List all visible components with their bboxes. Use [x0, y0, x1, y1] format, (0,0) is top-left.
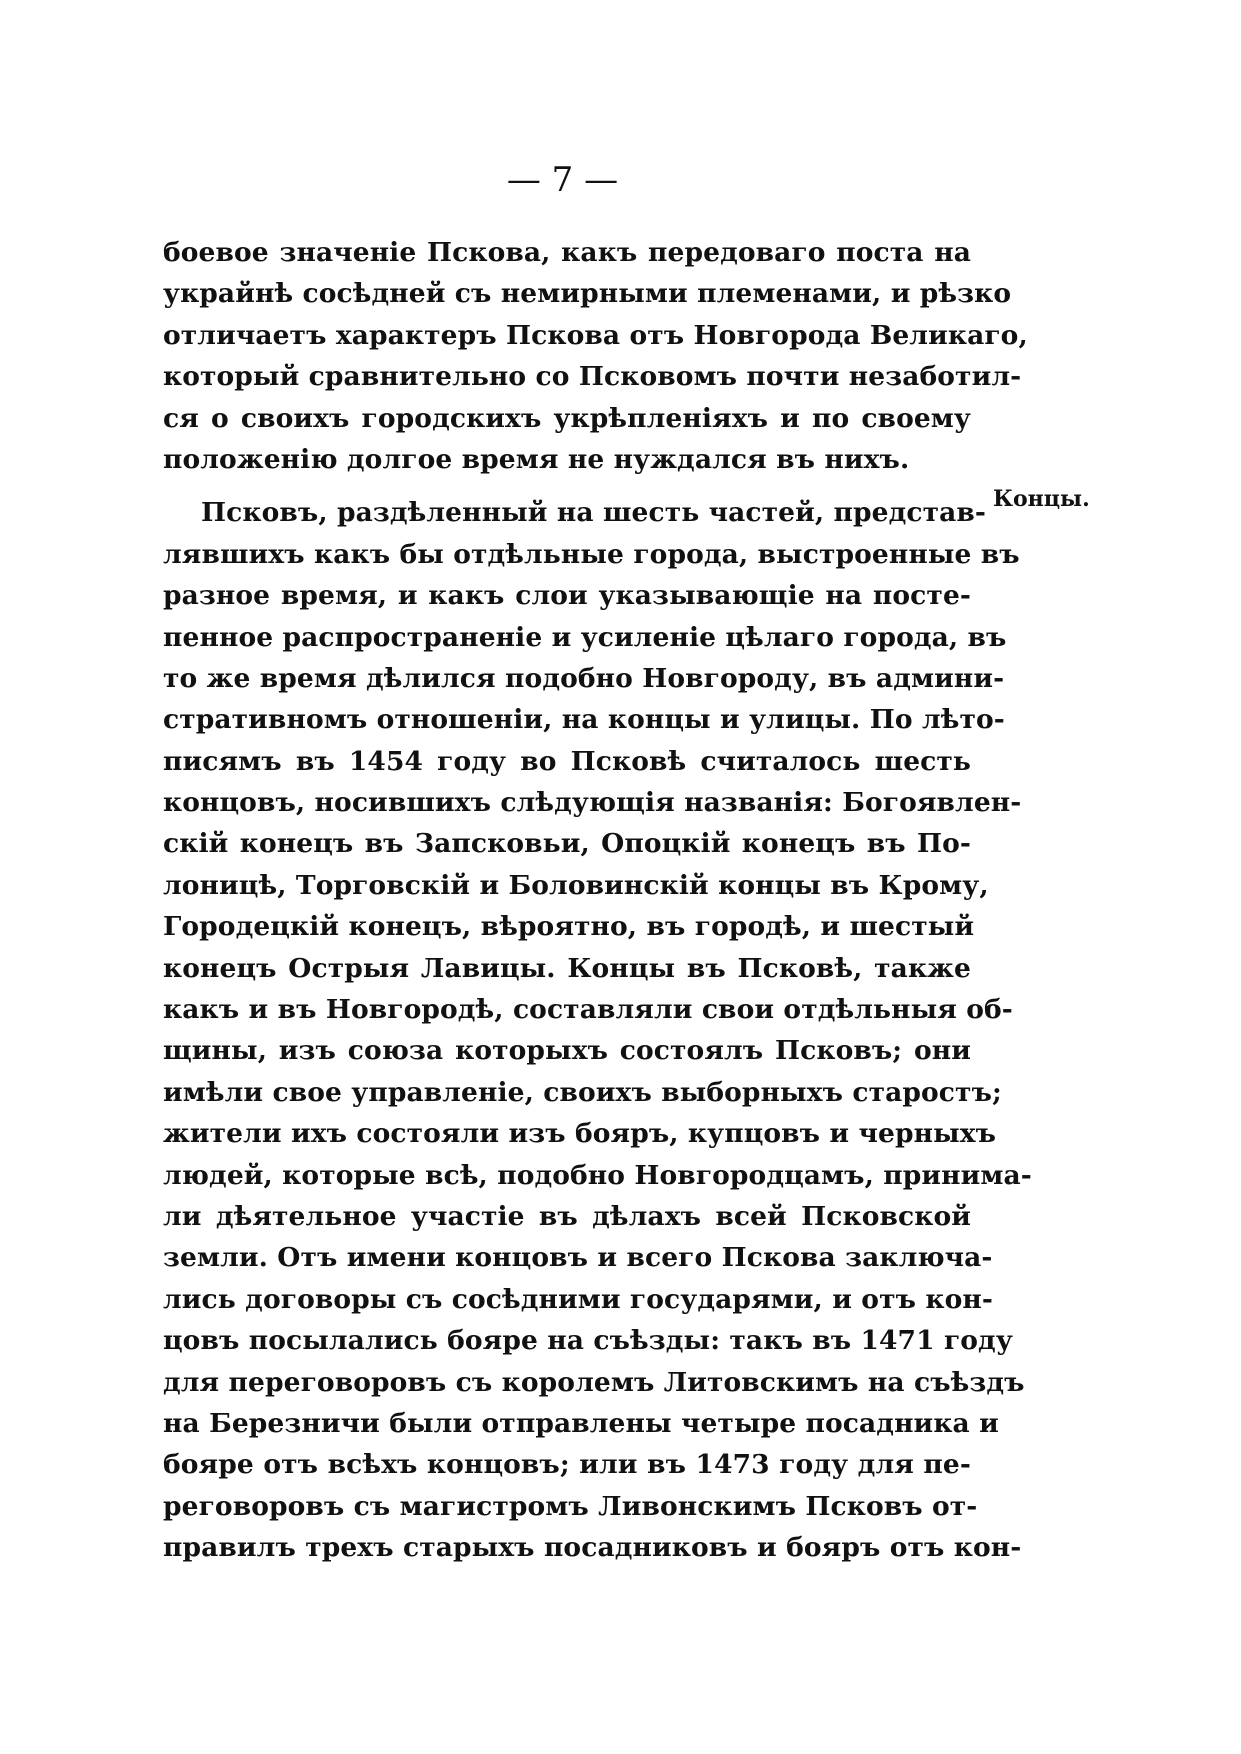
text-line: конецъ Острыя Лавицы. Концы въ Псковѣ, также — [163, 952, 971, 984]
text-line: людей, которые всѣ, подобно Новгородцамъ, принима- — [163, 1159, 1032, 1191]
text-line: жители ихъ состояли изъ бояръ, купцовъ и черныхъ — [163, 1118, 997, 1150]
text-line: отличаетъ характеръ Пскова отъ Новгорода Великаго, — [163, 319, 1028, 351]
text-body — [163, 232, 1032, 1569]
text-line: ся о своихъ городскихъ укрѣпленiяхъ и по своему — [163, 402, 971, 434]
text-line: для переговоровъ съ королемъ Литовскимъ на съѣздъ — [163, 1366, 1025, 1398]
paragraph-2 — [163, 492, 1032, 1568]
text-line: на Березничи были отправлены четыре посадника и — [163, 1407, 999, 1439]
text-line: правилъ трехъ старыхъ посадниковъ и бояръ отъ кон- — [163, 1532, 1022, 1564]
text-line: лись договоры съ сосѣдними государями, и отъ кон- — [163, 1283, 993, 1315]
text-line: положенiю долгое время не нуждался въ нихъ. — [163, 443, 910, 475]
text-line: украйнѣ сосѣдней съ немирными племенами, и рѣзко — [163, 278, 1012, 310]
margin-note: Концы. — [993, 486, 1090, 512]
text-line: ли дѣятельное участiе въ дѣлахъ всей Псковской — [163, 1200, 971, 1232]
text-line: разное время, и какъ слои указывающiе на посте- — [163, 580, 971, 612]
text-line: какъ и въ Новгородѣ, составляли свои отдѣльныя об- — [163, 994, 1013, 1026]
text-line: щины, изъ союза которыхъ состоялъ Псковъ; они — [163, 1035, 971, 1067]
text-line: цовъ посылались бояре на съѣзды: такъ въ 1471 году — [163, 1325, 1013, 1357]
text-line: имѣли свое управленiе, своихъ выборныхъ старостъ; — [163, 1076, 1002, 1108]
text-line: лоницѣ, Торговскiй и Боловинскiй концы въ Крому, — [163, 869, 989, 901]
text-line: земли. Отъ имени концовъ и всего Пскова заключа- — [163, 1242, 993, 1274]
paragraph-1 — [163, 232, 1028, 480]
text-line: лявшихъ какъ бы отдѣльные города, выстроенные въ — [163, 538, 1020, 570]
text-line: боевое значенie Пскова, какъ передоваго поста на — [163, 237, 971, 268]
text-line: реговоровъ съ магистромъ Ливонскимъ Псковъ от- — [163, 1490, 978, 1522]
text-line: скiй конецъ въ Запсковьи, Опоцкiй конецъ въ По- — [163, 828, 971, 860]
paragraph-gap — [163, 480, 971, 492]
text-line: бояре отъ всѣхъ концовъ; или въ 1473 году для пе- — [163, 1449, 971, 1481]
text-line: писямъ въ 1454 году во Псковѣ считалось шесть — [163, 745, 971, 777]
text-line: стративномъ отношенiи, на концы и улицы. По лѣто- — [163, 704, 1005, 736]
text-line: пенное распространенiе и усиленiе цѣлаго города, въ — [163, 621, 1007, 653]
text-line: концовъ, носившихъ слѣдующiя названiя: Богоявлен- — [163, 787, 1022, 819]
text-line: который сравнительно со Псковомъ почти незаботил- — [163, 361, 1022, 393]
page-number: — 7 — — [506, 160, 619, 200]
text-line: то же время дѣлился подобно Новгороду, въ админи- — [163, 662, 1005, 694]
text-line: Псковъ, раздѣленный на шесть частей, представ- — [201, 497, 987, 529]
text-line: Городецкiй конецъ, вѣроятно, въ городѣ, и шестый — [163, 911, 975, 943]
